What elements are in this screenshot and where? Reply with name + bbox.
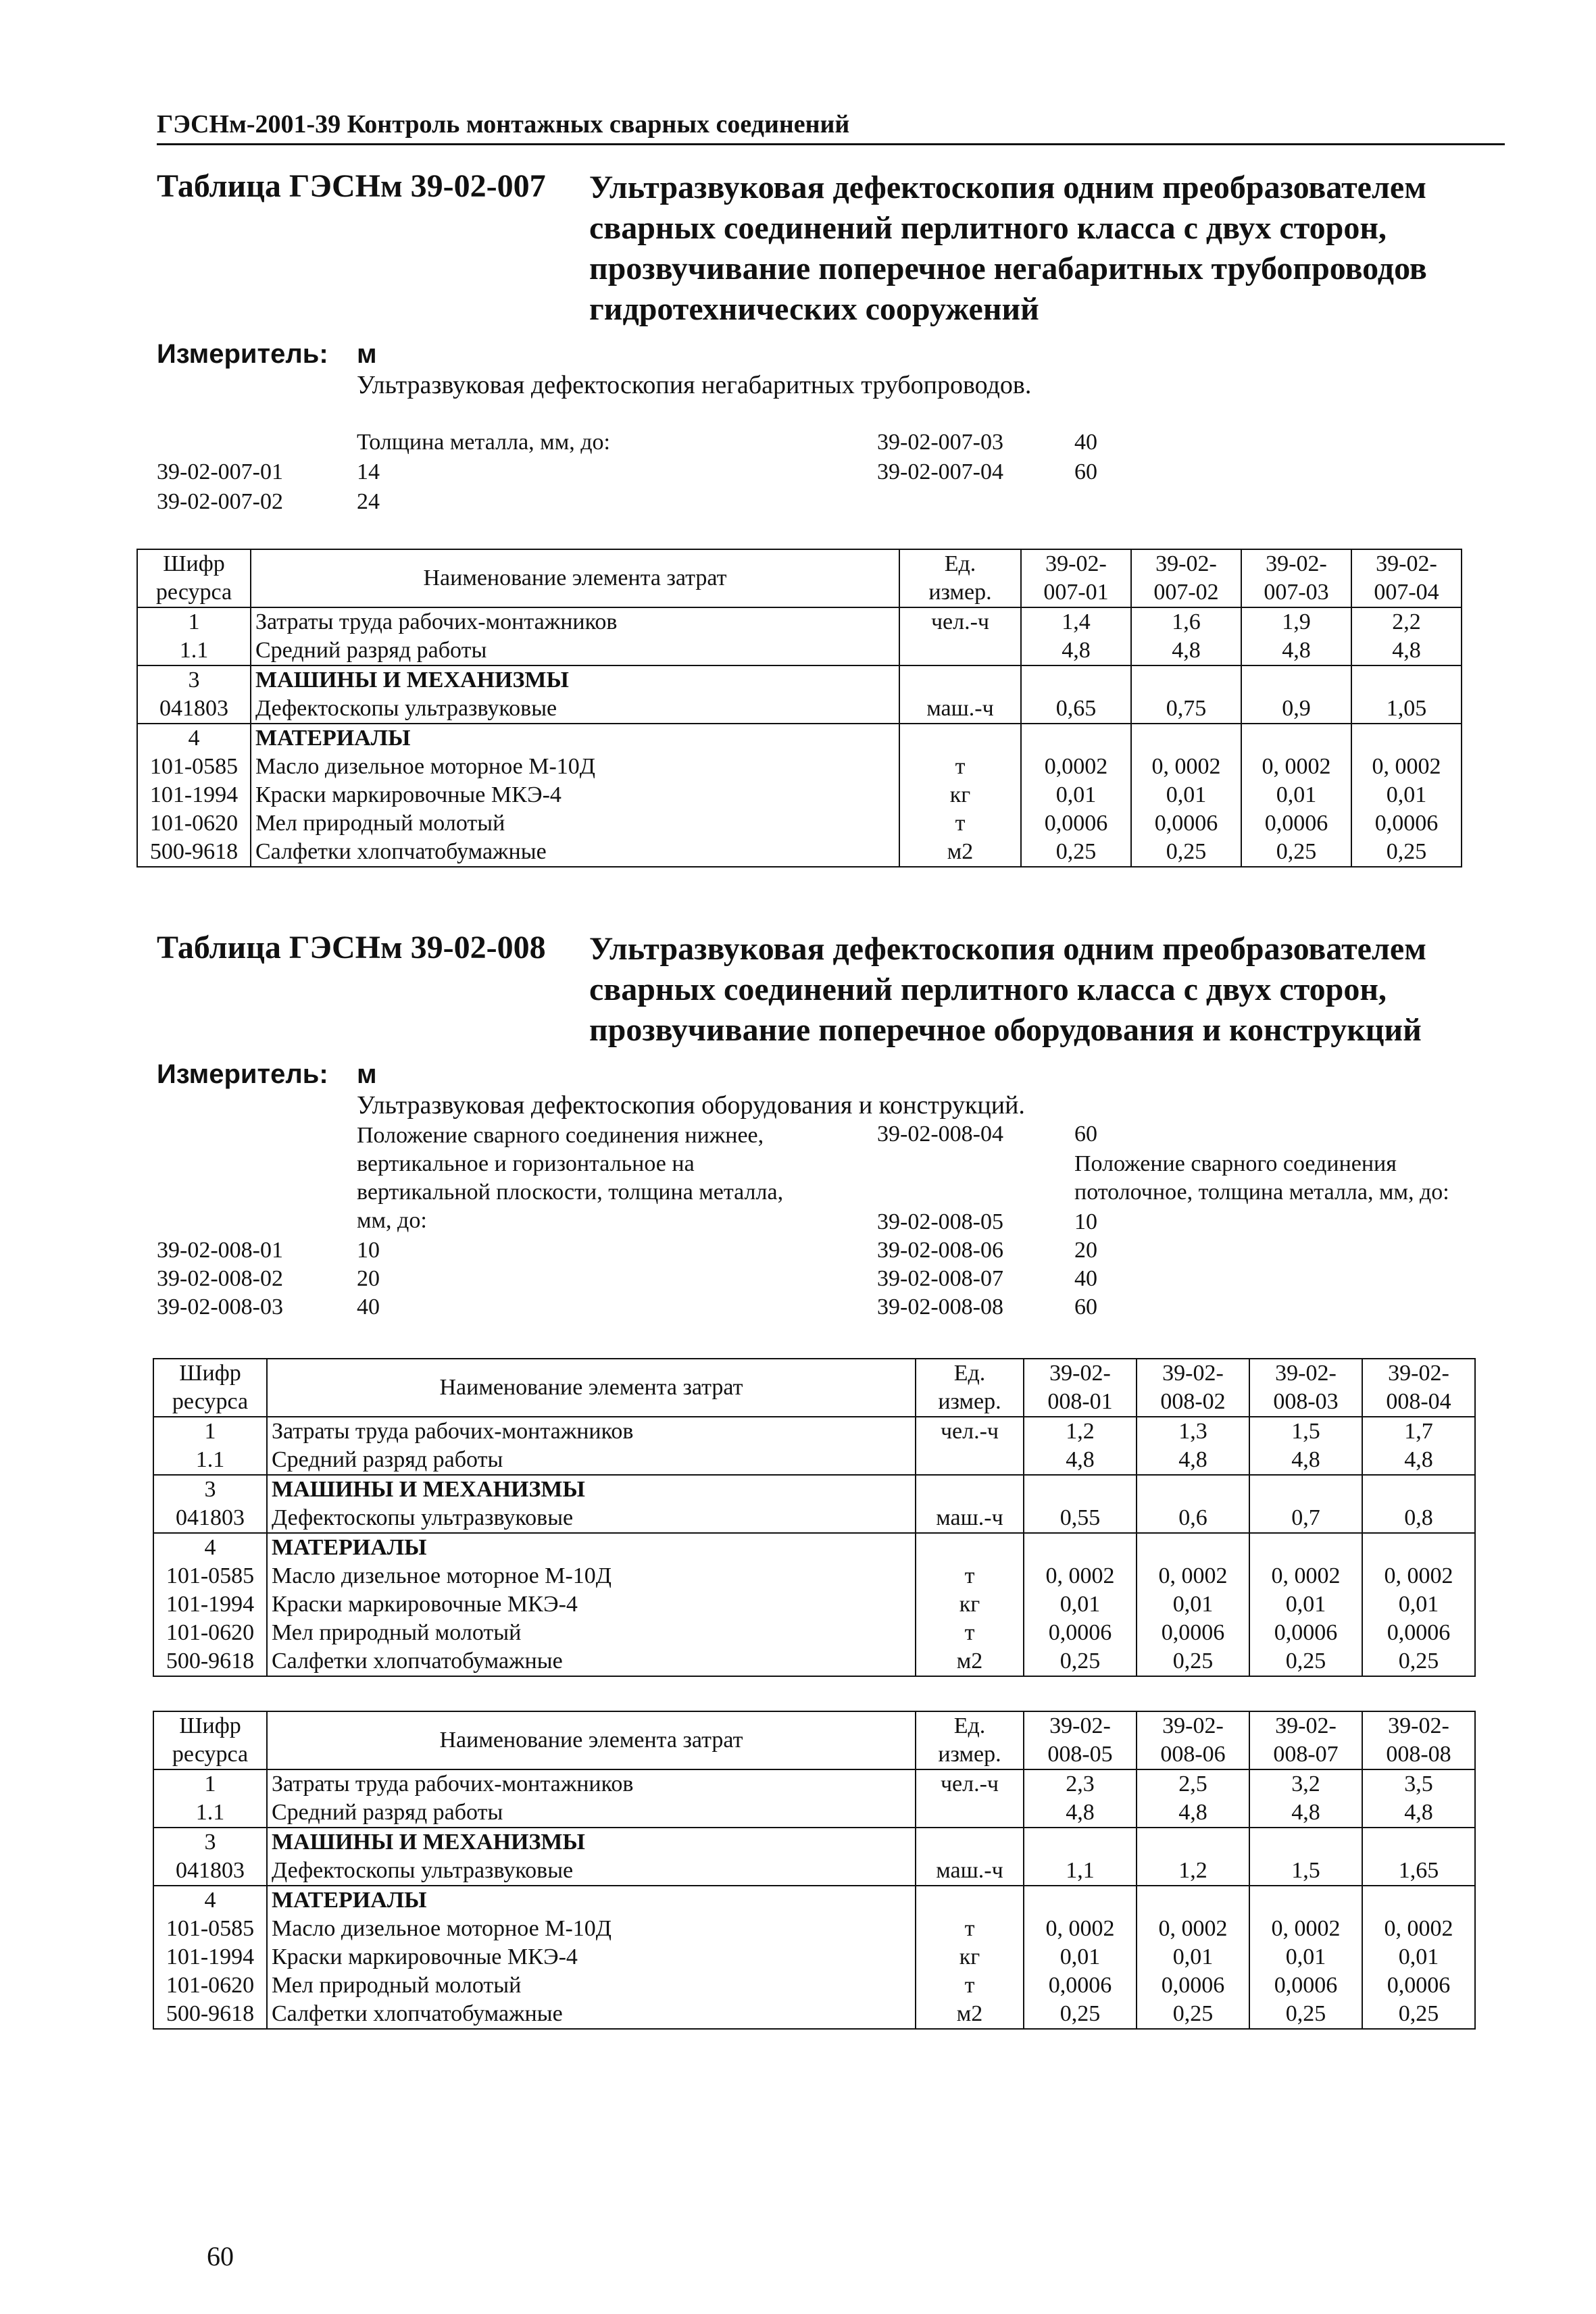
name-column-header: Наименование элемента затрат xyxy=(251,549,899,607)
code-column-header: Шифр ресурса xyxy=(137,549,251,607)
unit-cell xyxy=(916,1886,1024,1915)
value-cell: 0,75 xyxy=(1131,695,1241,724)
section-heading: МАТЕРИАЛЫ xyxy=(267,1886,916,1915)
unit-cell: т xyxy=(916,1915,1024,1943)
section-heading: МАТЕРИАЛЫ xyxy=(251,724,899,753)
value-cell: 0, 0002 xyxy=(1137,1562,1249,1590)
unit-cell: кг xyxy=(916,1943,1024,1971)
param-code: 39-02-008-03 xyxy=(157,1294,283,1319)
table-row xyxy=(153,1417,1475,1446)
section-heading: МАШИНЫ И МЕХАНИЗМЫ xyxy=(267,1828,916,1857)
unit-column-header: Ед. измер. xyxy=(916,1359,1024,1417)
value-cell: 4,8 xyxy=(1021,636,1131,665)
value-cell: 0, 0002 xyxy=(1249,1915,1362,1943)
value-cell: 0,01 xyxy=(1024,1943,1137,1971)
cost-element-name: Затраты труда рабочих-монтажников xyxy=(251,607,899,636)
resource-code: 3 xyxy=(153,1828,267,1857)
value-cell xyxy=(1021,665,1131,695)
table-header-row xyxy=(153,1711,1475,1769)
param-value: 60 xyxy=(1074,459,1097,484)
param-value: 40 xyxy=(357,1294,380,1319)
table-row xyxy=(153,1769,1475,1799)
value-cell: 0,01 xyxy=(1362,1590,1475,1619)
table-row xyxy=(153,1943,1475,1971)
table-008-description: Ультразвуковая дефектоскопия оборудования и конструкций. xyxy=(357,1091,1025,1120)
param-code: 39-02-008-04 xyxy=(877,1122,1003,1147)
norm-column-header: 39-02- 008-04 xyxy=(1362,1359,1475,1417)
value-cell xyxy=(1249,1533,1362,1562)
code-column-header: Шифр ресурса xyxy=(153,1359,267,1417)
value-cell: 0,01 xyxy=(1024,1590,1137,1619)
value-cell: 2,2 xyxy=(1351,607,1462,636)
value-cell: 1,5 xyxy=(1249,1857,1362,1886)
table-row xyxy=(153,1857,1475,1886)
value-cell xyxy=(1024,1533,1137,1562)
value-cell: 0,25 xyxy=(1362,1647,1475,1676)
section-heading-row xyxy=(153,1475,1475,1504)
table-row xyxy=(137,636,1462,665)
cost-element-name: Салфетки хлопчатобумажные xyxy=(267,1647,916,1676)
param-value: 24 xyxy=(357,489,380,514)
value-cell: 0,0006 xyxy=(1137,1619,1249,1647)
resource-code: 4 xyxy=(153,1533,267,1562)
cost-element-name: Краски маркировочные МКЭ-4 xyxy=(251,781,899,809)
cost-element-name: Мел природный молотый xyxy=(267,1971,916,2000)
cost-element-name: Мел природный молотый xyxy=(251,809,899,838)
value-cell: 1,6 xyxy=(1131,607,1241,636)
table-row xyxy=(153,1619,1475,1647)
value-cell: 3,2 xyxy=(1249,1769,1362,1799)
value-cell: 0, 0002 xyxy=(1131,753,1241,781)
cost-element-name: Мел природный молотый xyxy=(267,1619,916,1647)
unit-cell: т xyxy=(916,1562,1024,1590)
value-cell: 0,01 xyxy=(1241,781,1351,809)
cost-element-name: Масло дизельное моторное М-10Д xyxy=(251,753,899,781)
value-cell: 0,25 xyxy=(1241,838,1351,867)
param-value: 40 xyxy=(1074,430,1097,455)
table-row xyxy=(153,1446,1475,1475)
table-row xyxy=(153,1971,1475,2000)
value-cell: 2,5 xyxy=(1137,1769,1249,1799)
value-cell: 0,25 xyxy=(1351,838,1462,867)
value-cell: 4,8 xyxy=(1024,1799,1137,1828)
value-cell: 0,0006 xyxy=(1241,809,1351,838)
table-row xyxy=(153,1562,1475,1590)
section-heading-row xyxy=(153,1533,1475,1562)
unit-cell: кг xyxy=(916,1590,1024,1619)
unit-cell: м2 xyxy=(916,1647,1024,1676)
unit-cell xyxy=(916,1799,1024,1828)
norm-column-header: 39-02- 007-02 xyxy=(1131,549,1241,607)
measure-label: Измеритель: xyxy=(157,339,328,369)
param-value: 40 xyxy=(1074,1266,1097,1291)
unit-cell: маш.-ч xyxy=(899,695,1021,724)
value-cell: 0,25 xyxy=(1024,2000,1137,2029)
value-cell: 4,8 xyxy=(1362,1799,1475,1828)
unit-cell: т xyxy=(899,753,1021,781)
unit-cell xyxy=(899,665,1021,695)
table-row xyxy=(153,1915,1475,1943)
value-cell: 1,65 xyxy=(1362,1857,1475,1886)
param-value: 10 xyxy=(357,1238,380,1263)
cost-element-name: Дефектоскопы ультразвуковые xyxy=(251,695,899,724)
unit-cell xyxy=(916,1828,1024,1857)
value-cell xyxy=(1362,1475,1475,1504)
value-cell: 0,01 xyxy=(1249,1943,1362,1971)
resource-code: 1 xyxy=(137,607,251,636)
table-008-part-1 xyxy=(153,1358,1476,1677)
param-code: 39-02-007-01 xyxy=(157,459,283,484)
value-cell xyxy=(1241,724,1351,753)
value-cell: 0,01 xyxy=(1137,1590,1249,1619)
param-code: 39-02-007-04 xyxy=(877,459,1003,484)
section-heading: МАТЕРИАЛЫ xyxy=(267,1533,916,1562)
cost-element-name: Средний разряд работы xyxy=(267,1799,916,1828)
unit-column-header: Ед. измер. xyxy=(899,549,1021,607)
unit-cell xyxy=(916,1446,1024,1475)
resource-code: 3 xyxy=(153,1475,267,1504)
param-value: 60 xyxy=(1074,1122,1097,1147)
table-row xyxy=(137,607,1462,636)
unit-cell: т xyxy=(916,1971,1024,2000)
param-code: 39-02-008-08 xyxy=(877,1294,1003,1319)
param-code: 39-02-007-02 xyxy=(157,489,283,514)
norm-column-header: 39-02- 008-05 xyxy=(1024,1711,1137,1769)
value-cell: 1,2 xyxy=(1137,1857,1249,1886)
value-cell: 4,8 xyxy=(1024,1446,1137,1475)
value-cell: 0,01 xyxy=(1362,1943,1475,1971)
value-cell xyxy=(1249,1886,1362,1915)
value-cell: 4,8 xyxy=(1241,636,1351,665)
param-code: 39-02-008-01 xyxy=(157,1238,283,1263)
value-cell: 0,25 xyxy=(1024,1647,1137,1676)
value-cell: 0,01 xyxy=(1137,1943,1249,1971)
value-cell xyxy=(1351,665,1462,695)
name-column-header: Наименование элемента затрат xyxy=(267,1359,916,1417)
resource-code: 1.1 xyxy=(153,1446,267,1475)
unit-cell: м2 xyxy=(899,838,1021,867)
table-row xyxy=(137,695,1462,724)
unit-cell: т xyxy=(899,809,1021,838)
resource-code: 101-0620 xyxy=(137,809,251,838)
value-cell: 1,1 xyxy=(1024,1857,1137,1886)
value-cell xyxy=(1131,724,1241,753)
norm-column-header: 39-02- 008-06 xyxy=(1137,1711,1249,1769)
measure-unit: м xyxy=(357,1059,377,1089)
value-cell xyxy=(1351,724,1462,753)
cost-element-name: Средний разряд работы xyxy=(251,636,899,665)
value-cell: 0,01 xyxy=(1131,781,1241,809)
unit-cell: маш.-ч xyxy=(916,1857,1024,1886)
value-cell: 0,0002 xyxy=(1021,753,1131,781)
unit-cell: м2 xyxy=(916,2000,1024,2029)
value-cell xyxy=(1362,1828,1475,1857)
value-cell xyxy=(1137,1475,1249,1504)
table-row xyxy=(153,2000,1475,2029)
value-cell: 0,25 xyxy=(1249,1647,1362,1676)
value-cell: 0,25 xyxy=(1137,1647,1249,1676)
param-heading: Толщина металла, мм, до: xyxy=(357,430,610,455)
value-cell: 0, 0002 xyxy=(1362,1562,1475,1590)
page-number: 60 xyxy=(207,2241,234,2271)
cost-element-name: Салфетки хлопчатобумажные xyxy=(251,838,899,867)
value-cell: 4,8 xyxy=(1362,1446,1475,1475)
table-007-title: Ультразвуковая дефектоскопия одним преобразователем сварных соединений перлитного класса с двух сторон, прозвучивание поперечное негабаритных трубопроводов гидротехнических сооружений xyxy=(589,170,1427,327)
param-value: 14 xyxy=(357,459,380,484)
measure-label: Измеритель: xyxy=(157,1059,328,1089)
unit-cell xyxy=(916,1533,1024,1562)
table-008-measure xyxy=(157,1059,377,1090)
value-cell: 0, 0002 xyxy=(1362,1915,1475,1943)
cost-element-name: Масло дизельное моторное М-10Д xyxy=(267,1562,916,1590)
value-cell xyxy=(1024,1475,1137,1504)
section-heading: МАШИНЫ И МЕХАНИЗМЫ xyxy=(251,665,899,695)
value-cell: 0,01 xyxy=(1249,1590,1362,1619)
value-cell xyxy=(1131,665,1241,695)
resource-code: 041803 xyxy=(153,1857,267,1886)
resource-code: 4 xyxy=(137,724,251,753)
value-cell: 1,5 xyxy=(1249,1417,1362,1446)
section-heading-row xyxy=(137,724,1462,753)
resource-code: 101-0585 xyxy=(153,1562,267,1590)
value-cell xyxy=(1241,665,1351,695)
cost-element-name: Масло дизельное моторное М-10Д xyxy=(267,1915,916,1943)
param-code: 39-02-007-03 xyxy=(877,430,1003,455)
table-row xyxy=(153,1504,1475,1533)
value-cell: 0, 0002 xyxy=(1024,1562,1137,1590)
param-value: 10 xyxy=(1074,1209,1097,1234)
norm-column-header: 39-02- 008-03 xyxy=(1249,1359,1362,1417)
value-cell: 0,0006 xyxy=(1024,1971,1137,2000)
cost-element-name: Средний разряд работы xyxy=(267,1446,916,1475)
table-header-row xyxy=(153,1359,1475,1417)
param-code: 39-02-008-07 xyxy=(877,1266,1003,1291)
value-cell: 0,0006 xyxy=(1249,1971,1362,2000)
value-cell xyxy=(1021,724,1131,753)
resource-code: 1 xyxy=(153,1769,267,1799)
value-cell: 0,0006 xyxy=(1137,1971,1249,2000)
resource-code: 1 xyxy=(153,1417,267,1446)
resource-code: 500-9618 xyxy=(153,2000,267,2029)
measure-unit: м xyxy=(357,339,377,369)
value-cell xyxy=(1024,1886,1137,1915)
value-cell: 1,9 xyxy=(1241,607,1351,636)
param-value: 60 xyxy=(1074,1294,1097,1319)
value-cell: 0,0006 xyxy=(1021,809,1131,838)
cost-element-name: Дефектоскопы ультразвуковые xyxy=(267,1504,916,1533)
value-cell: 1,05 xyxy=(1351,695,1462,724)
norm-column-header: 39-02- 007-04 xyxy=(1351,549,1462,607)
code-column-header: Шифр ресурса xyxy=(153,1711,267,1769)
table-header-row xyxy=(137,549,1462,607)
value-cell: 4,8 xyxy=(1249,1799,1362,1828)
value-cell xyxy=(1024,1828,1137,1857)
resource-code: 1.1 xyxy=(137,636,251,665)
value-cell: 3,5 xyxy=(1362,1769,1475,1799)
value-cell: 1,4 xyxy=(1021,607,1131,636)
resource-code: 3 xyxy=(137,665,251,695)
value-cell: 2,3 xyxy=(1024,1769,1137,1799)
value-cell xyxy=(1362,1533,1475,1562)
cost-element-name: Краски маркировочные МКЭ-4 xyxy=(267,1590,916,1619)
value-cell: 0,0006 xyxy=(1249,1619,1362,1647)
param-code: 39-02-008-05 xyxy=(877,1209,1003,1234)
section-heading-row xyxy=(137,665,1462,695)
norm-column-header: 39-02- 008-07 xyxy=(1249,1711,1362,1769)
value-cell: 0,25 xyxy=(1131,838,1241,867)
table-008-part-2 xyxy=(153,1711,1476,2030)
value-cell: 4,8 xyxy=(1137,1446,1249,1475)
resource-code: 500-9618 xyxy=(153,1647,267,1676)
value-cell: 0,7 xyxy=(1249,1504,1362,1533)
param-value: 20 xyxy=(1074,1238,1097,1263)
value-cell: 0,0006 xyxy=(1351,809,1462,838)
value-cell: 0,55 xyxy=(1024,1504,1137,1533)
unit-cell xyxy=(899,724,1021,753)
value-cell: 4,8 xyxy=(1249,1446,1362,1475)
value-cell: 0, 0002 xyxy=(1137,1915,1249,1943)
value-cell: 0, 0002 xyxy=(1241,753,1351,781)
param-heading-left: Положение сварного соединения нижнее, вертикальное и горизонтальное на вертикальной плоскости, толщина металла, мм, до: xyxy=(357,1123,784,1233)
section-heading: МАШИНЫ И МЕХАНИЗМЫ xyxy=(267,1475,916,1504)
resource-code: 101-1994 xyxy=(153,1943,267,1971)
value-cell: 0, 0002 xyxy=(1351,753,1462,781)
section-heading-row xyxy=(153,1828,1475,1857)
norm-column-header: 39-02- 007-01 xyxy=(1021,549,1131,607)
value-cell: 1,2 xyxy=(1024,1417,1137,1446)
table-007 xyxy=(136,549,1462,867)
value-cell: 0,25 xyxy=(1249,2000,1362,2029)
unit-cell: маш.-ч xyxy=(916,1504,1024,1533)
param-heading-right: Положение сварного соединения потолочное, толщина металла, мм, до: xyxy=(1074,1151,1449,1205)
resource-code: 041803 xyxy=(137,695,251,724)
cost-element-name: Затраты труда рабочих-монтажников xyxy=(267,1417,916,1446)
table-row xyxy=(137,753,1462,781)
value-cell: 0,0006 xyxy=(1362,1619,1475,1647)
value-cell xyxy=(1137,1828,1249,1857)
value-cell: 0,0006 xyxy=(1131,809,1241,838)
table-row xyxy=(137,838,1462,867)
running-header: ГЭСНм-2001-39 Контроль монтажных сварных соединений xyxy=(157,109,1505,145)
resource-code: 101-1994 xyxy=(137,781,251,809)
value-cell xyxy=(1249,1475,1362,1504)
table-008-label: Таблица ГЭСНм 39-02-008 xyxy=(157,930,546,965)
value-cell: 1,3 xyxy=(1137,1417,1249,1446)
value-cell: 0, 0002 xyxy=(1249,1562,1362,1590)
value-cell: 0,25 xyxy=(1021,838,1131,867)
table-007-measure xyxy=(157,339,377,370)
unit-cell: чел.-ч xyxy=(916,1769,1024,1799)
norm-column-header: 39-02- 007-03 xyxy=(1241,549,1351,607)
param-code: 39-02-008-02 xyxy=(157,1266,283,1291)
value-cell: 0, 0002 xyxy=(1024,1915,1137,1943)
unit-cell xyxy=(899,636,1021,665)
table-008-title: Ультразвуковая дефектоскопия одним преобразователем сварных соединений перлитного класса с двух сторон, прозвучивание поперечное оборудования и конструкций xyxy=(589,931,1426,1048)
value-cell: 1,7 xyxy=(1362,1417,1475,1446)
value-cell: 0,8 xyxy=(1362,1504,1475,1533)
value-cell: 0,65 xyxy=(1021,695,1131,724)
table-row xyxy=(137,809,1462,838)
param-code: 39-02-008-06 xyxy=(877,1238,1003,1263)
unit-cell: т xyxy=(916,1619,1024,1647)
value-cell: 0,0006 xyxy=(1024,1619,1137,1647)
value-cell: 4,8 xyxy=(1131,636,1241,665)
resource-code: 1.1 xyxy=(153,1799,267,1828)
section-heading-row xyxy=(153,1886,1475,1915)
cost-element-name: Салфетки хлопчатобумажные xyxy=(267,2000,916,2029)
unit-column-header: Ед. измер. xyxy=(916,1711,1024,1769)
unit-cell: чел.-ч xyxy=(916,1417,1024,1446)
table-007-description: Ультразвуковая дефектоскопия негабаритных трубопроводов. xyxy=(357,371,1032,399)
table-row xyxy=(153,1799,1475,1828)
value-cell: 0,25 xyxy=(1137,2000,1249,2029)
resource-code: 101-1994 xyxy=(153,1590,267,1619)
norm-column-header: 39-02- 008-02 xyxy=(1137,1359,1249,1417)
resource-code: 101-0585 xyxy=(137,753,251,781)
unit-cell: чел.-ч xyxy=(899,607,1021,636)
cost-element-name: Затраты труда рабочих-монтажников xyxy=(267,1769,916,1799)
value-cell: 0,0006 xyxy=(1362,1971,1475,2000)
value-cell xyxy=(1137,1886,1249,1915)
unit-cell: кг xyxy=(899,781,1021,809)
value-cell: 4,8 xyxy=(1137,1799,1249,1828)
table-row xyxy=(153,1647,1475,1676)
value-cell xyxy=(1362,1886,1475,1915)
cost-element-name: Дефектоскопы ультразвуковые xyxy=(267,1857,916,1886)
resource-code: 500-9618 xyxy=(137,838,251,867)
value-cell xyxy=(1137,1533,1249,1562)
resource-code: 041803 xyxy=(153,1504,267,1533)
value-cell: 0,01 xyxy=(1021,781,1131,809)
table-row xyxy=(153,1590,1475,1619)
cost-element-name: Краски маркировочные МКЭ-4 xyxy=(267,1943,916,1971)
value-cell: 0,9 xyxy=(1241,695,1351,724)
value-cell: 0,6 xyxy=(1137,1504,1249,1533)
resource-code: 101-0620 xyxy=(153,1971,267,2000)
resource-code: 4 xyxy=(153,1886,267,1915)
resource-code: 101-0585 xyxy=(153,1915,267,1943)
param-value: 20 xyxy=(357,1266,380,1291)
value-cell xyxy=(1249,1828,1362,1857)
norm-column-header: 39-02- 008-01 xyxy=(1024,1359,1137,1417)
table-row xyxy=(137,781,1462,809)
table-007-label: Таблица ГЭСНм 39-02-007 xyxy=(157,168,546,204)
value-cell: 4,8 xyxy=(1351,636,1462,665)
name-column-header: Наименование элемента затрат xyxy=(267,1711,916,1769)
unit-cell xyxy=(916,1475,1024,1504)
resource-code: 101-0620 xyxy=(153,1619,267,1647)
norm-column-header: 39-02- 008-08 xyxy=(1362,1711,1475,1769)
value-cell: 0,01 xyxy=(1351,781,1462,809)
value-cell: 0,25 xyxy=(1362,2000,1475,2029)
